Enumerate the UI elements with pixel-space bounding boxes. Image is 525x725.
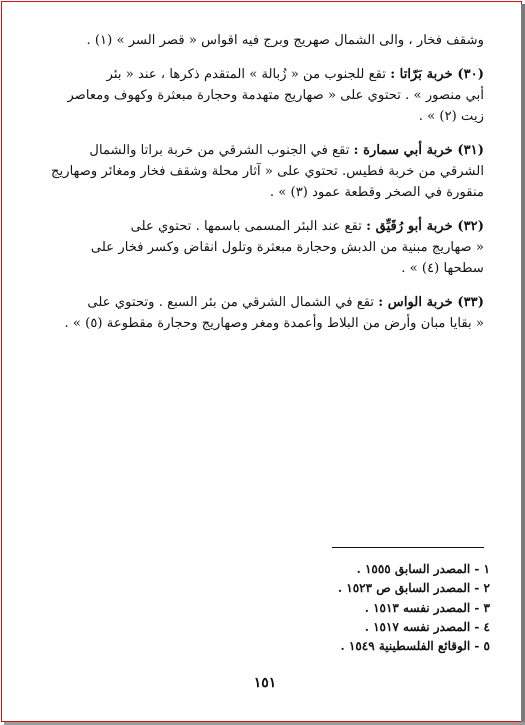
text-line: الشرقي من خربة فطيس. تحتوي على « آثار محلة وشقف فخار ومغائر وصهاريج — [51, 164, 484, 179]
text-line — [38, 140, 484, 161]
page-number: ١٥١ — [253, 675, 277, 691]
footnote-item: ٥ - الوقائع الفلسطينية ١٥٤٩ . — [340, 639, 490, 654]
paragraph-continuation — [38, 30, 484, 51]
paragraph-entry-31 — [38, 140, 484, 203]
paragraph-entry-32 — [38, 216, 484, 279]
footnote-item: ٢ - المصدر السابق ص ١٥٢٣ . — [337, 581, 490, 596]
text-line: منقورة في الصخر وقطعة عمود (٣) » . — [269, 185, 484, 200]
entry-heading: (٣٢) خربة أبو رُقَيِّق : — [366, 219, 484, 234]
text-line: أبي منصور » . تحتوي على « صهاريج متهدمة وحجارة مبعثرة وكهوف ومعاصر — [67, 88, 484, 103]
footnote-item: ٤ - المصدر نفسه ١٥١٧ . — [364, 619, 490, 634]
entry-text: تقع في الشمال الشرقي من بئر السبع . وتحتوي على — [87, 295, 375, 310]
entry-heading: (٣٣) خربة الواس : — [378, 295, 484, 310]
page-shadow-right — [521, 4, 525, 725]
text-line: وشقف فخار ، والى الشمال صهريج وبرج فيه اقواس « قصر السر » (١) . — [86, 33, 484, 48]
footnotes — [300, 560, 490, 656]
text-line: زيت (٢) » . — [418, 109, 484, 124]
footnote-item: ٣ - المصدر نفسه ١٥١٣ . — [364, 600, 490, 615]
text-line: سطحها (٤) » . — [401, 261, 484, 276]
text-line — [38, 216, 484, 237]
text-line — [38, 292, 484, 313]
text-line — [38, 64, 484, 85]
entry-text: تقع عند البئر المسمى باسمها . تحتوي على — [130, 219, 362, 234]
entry-heading: (٣١) خربة أبي سمارة : — [353, 143, 484, 158]
paragraph-entry-30 — [38, 64, 484, 127]
entry-text: تقع في الجنوب الشرقي من خربة براتا والشمال — [89, 143, 350, 158]
entry-heading: (٣٠) خربة بَرّاتا : — [390, 67, 484, 82]
footnote-divider — [332, 547, 484, 548]
entry-text: تقع للجنوب من « زُبالة » المتقدم ذكرها ، عند « بئر — [106, 67, 387, 82]
footnote-item: ١ - المصدر السابق ١٥٥٥ . — [356, 562, 490, 576]
body-text — [38, 30, 484, 347]
text-line: « بقايا مبان وأرض من البلاط وأعمدة ومغر وصهاريج وحجارة مقطوعة (٥) » . — [64, 316, 484, 331]
text-line: « صهاريج مبنية من الدبش وحجارة مبعثرة وتلول انقاض وكسر فخار على — [90, 240, 484, 255]
paragraph-entry-33 — [38, 292, 484, 334]
